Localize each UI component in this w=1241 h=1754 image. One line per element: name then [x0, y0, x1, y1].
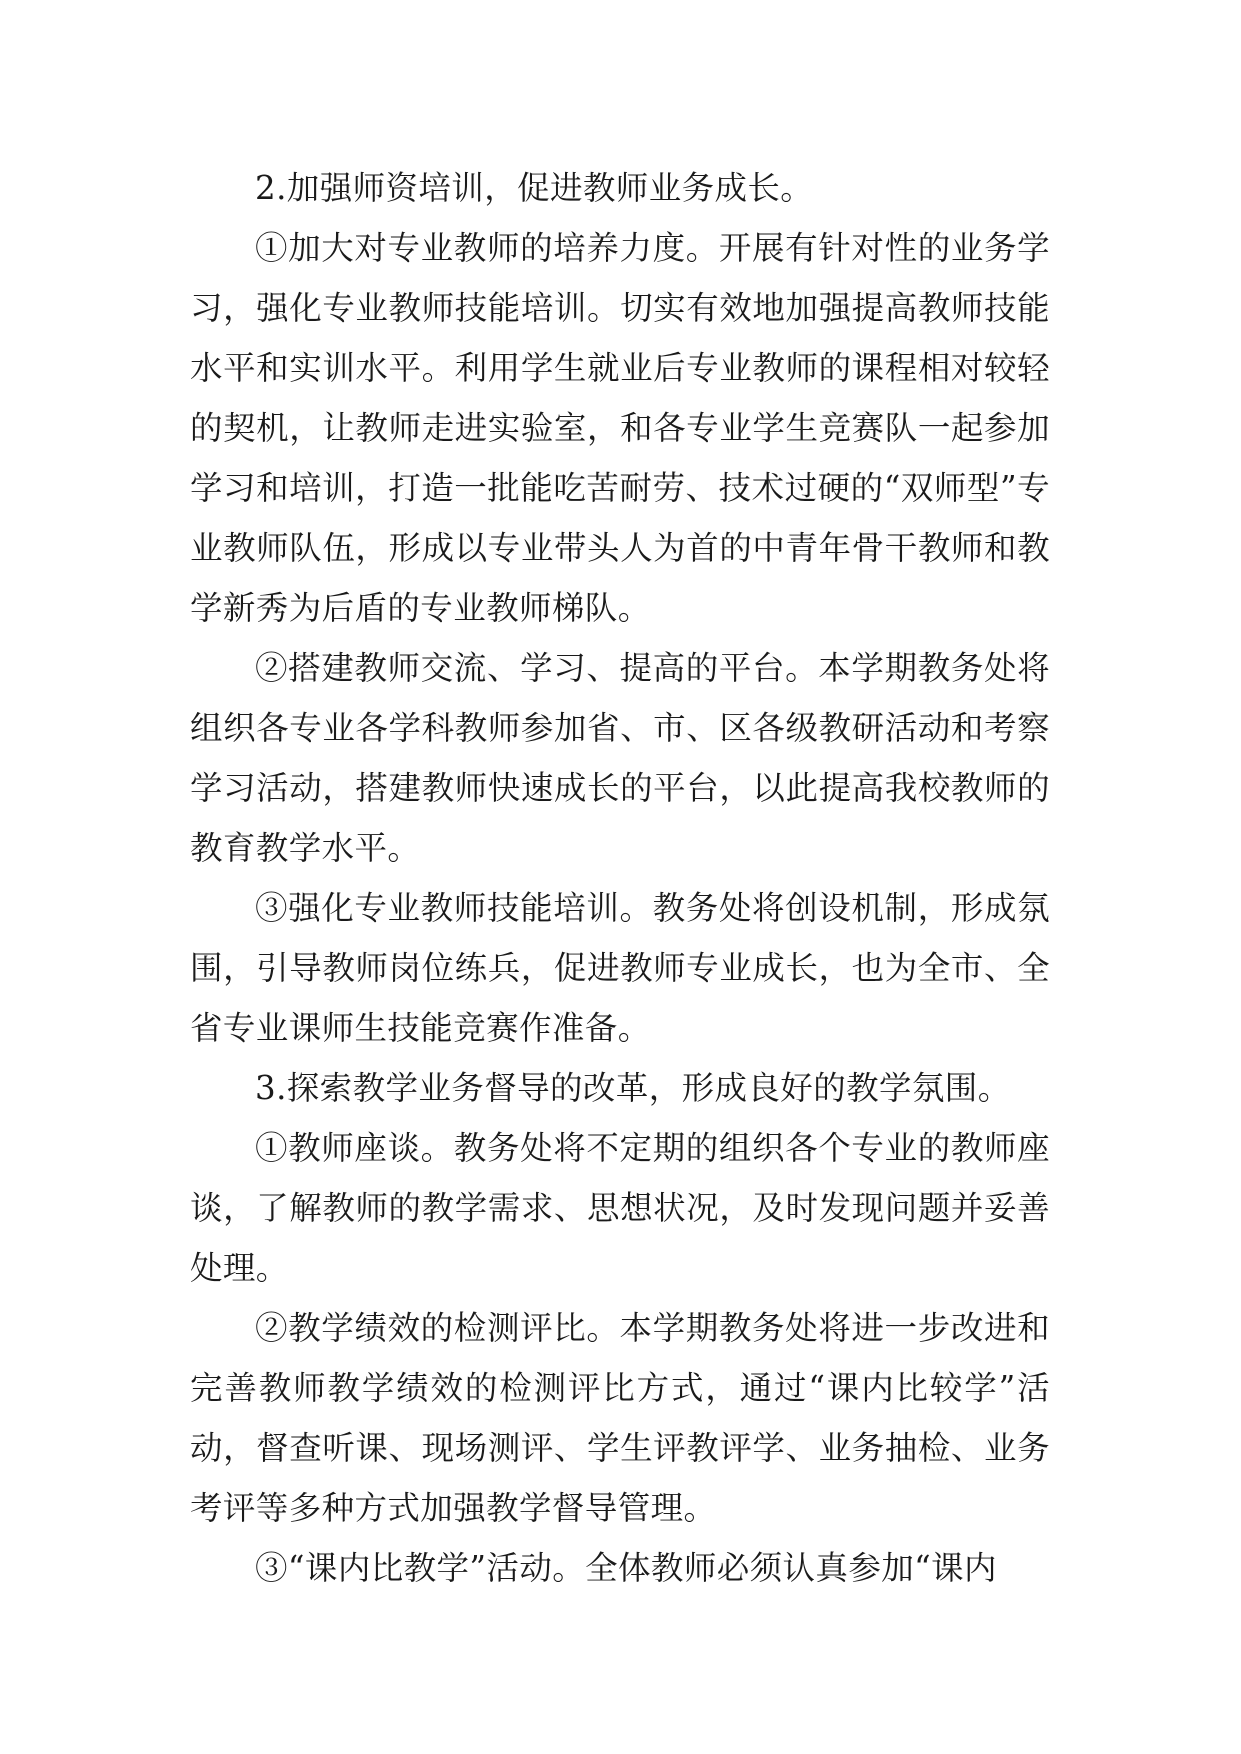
paragraph: ①加大对专业教师的培养力度。开展有针对性的业务学习，强化专业教师技能培训。切实有效地加强提高教师技能水平和实训水平。利用学生就业后专业教师的课程相对较轻的契机，让教师走进实验室，和各专业学生竞赛队一起参加学习和培训，打造一批能吃苦耐劳、技术过硬的“双师型”专业教师队伍，形成以专业带头人为首的中青年骨干教师和教学新秀为后盾的专业教师梯队。 [190, 229, 1050, 627]
section-heading-3: 3.探索教学业务督导的改革，形成良好的教学氛围。 [255, 1069, 1011, 1107]
paragraph: ①教师座谈。教务处将不定期的组织各个专业的教师座谈，了解教师的教学需求、思想状况，及时发现问题并妥善处理。 [190, 1129, 1050, 1287]
paragraph: ③“课内比教学”活动。全体教师必须认真参加“课内 [255, 1549, 997, 1587]
paragraph: ②搭建教师交流、学习、提高的平台。本学期教务处将组织各专业各学科教师参加省、市、区各级教研活动和考察学习活动，搭建教师快速成长的平台，以此提高我校教师的教育教学水平。 [190, 649, 1050, 867]
section-heading-2: 2.加强师资培训，促进教师业务成长。 [255, 169, 814, 207]
paragraph: ③强化专业教师技能培训。教务处将创设机制，形成氛围，引导教师岗位练兵，促进教师专业成长，也为全市、全省专业课师生技能竞赛作准备。 [190, 889, 1050, 1047]
document-body [190, 158, 1050, 1598]
paragraph: ②教学绩效的检测评比。本学期教务处将进一步改进和完善教师教学绩效的检测评比方式，通过“课内比较学”活动，督查听课、现场测评、学生评教评学、业务抽检、业务考评等多种方式加强教学督导管理。 [190, 1309, 1050, 1527]
